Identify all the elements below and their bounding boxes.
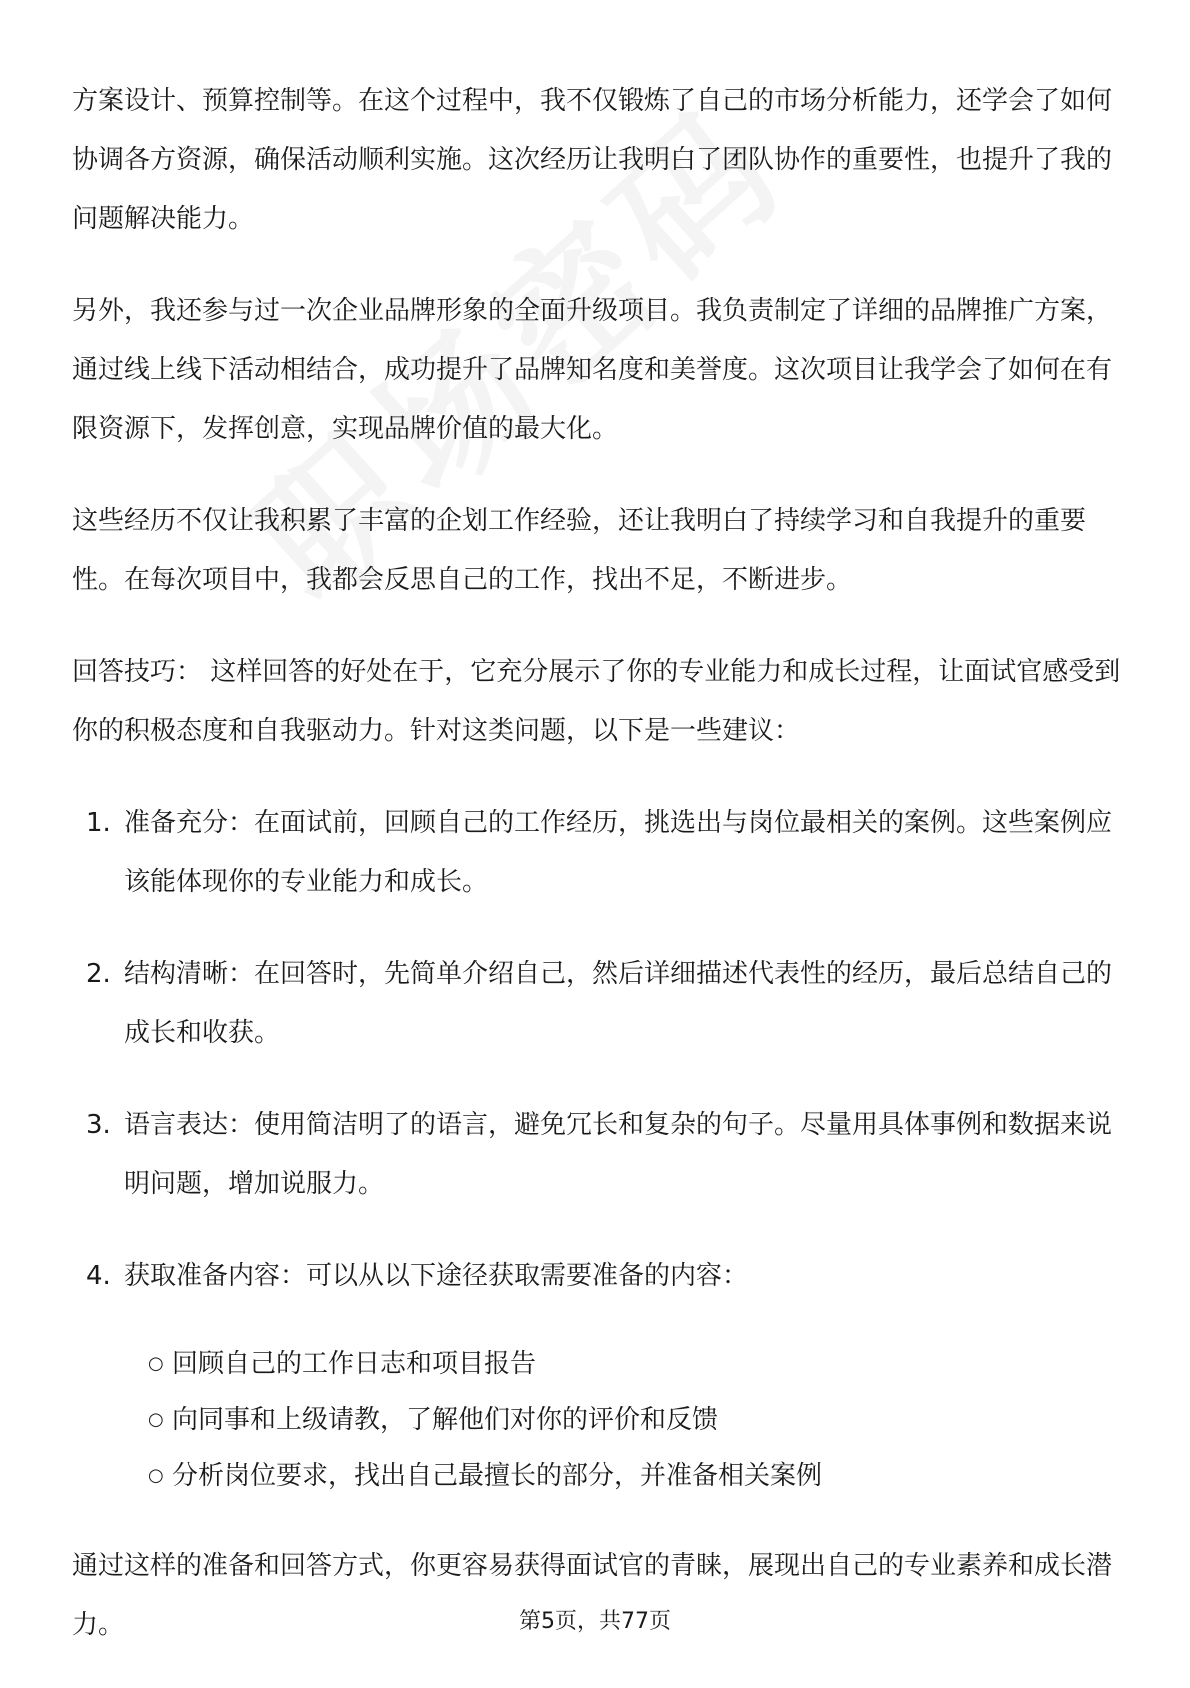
sources-list — [124, 1336, 1122, 1504]
list-item — [72, 794, 1122, 912]
sub-list-item-text: 向同事和上级请教，了解他们对你的评价和反馈 — [172, 1405, 719, 1435]
page-footer: 第5页，共77页 — [519, 1609, 671, 1634]
list-item-text: 结构清晰：在回答时，先简单介绍自己，然后详细描述代表性的经历，最后总结自己的成长和收获。 — [124, 959, 1113, 1048]
list-item-text: 语言表达：使用简洁明了的语言，避免冗长和复杂的句子。尽量用具体事例和数据来说明问题，增加说服力。 — [124, 1110, 1113, 1199]
list-number: 3. — [86, 1110, 111, 1140]
page-content — [72, 72, 1122, 1688]
sub-list-item — [124, 1336, 1122, 1392]
paragraph-reflection: 这些经历不仅让我积累了丰富的企划工作经验，还让我明白了持续学习和自我提升的重要性。在每次项目中，我都会反思自己的工作，找出不足，不断进步。 — [72, 506, 1087, 595]
list-item — [72, 1096, 1122, 1214]
paragraph-answer-tips: 回答技巧： 这样回答的好处在于，它充分展示了你的专业能力和成长过程，让面试官感受到你的积极态度和自我驱动力。针对这类问题，以下是一些建议： — [72, 657, 1121, 746]
list-item — [72, 1247, 1122, 1504]
sub-list-item — [124, 1392, 1122, 1448]
tips-list — [72, 794, 1122, 1504]
sub-list-item — [124, 1448, 1122, 1504]
paragraph-experience-2: 另外，我还参与过一次企业品牌形象的全面升级项目。我负责制定了详细的品牌推广方案，通过线上线下活动相结合，成功提升了品牌知名度和美誉度。这次项目让我学会了如何在有限资源下，发挥创意，实现品牌价值的最大化。 — [72, 296, 1113, 444]
list-number: 1. — [86, 808, 111, 838]
circle-bullet-icon: ○ — [148, 1409, 164, 1430]
sub-list-item-text: 回顾自己的工作日志和项目报告 — [172, 1349, 537, 1379]
list-item-text: 获取准备内容：可以从以下途径获取需要准备的内容： — [124, 1261, 749, 1291]
circle-bullet-icon: ○ — [148, 1465, 164, 1486]
paragraph-experience-1: 方案设计、预算控制等。在这个过程中，我不仅锻炼了自己的市场分析能力，还学会了如何协调各方资源，确保活动顺利实施。这次经历让我明白了团队协作的重要性，也提升了我的问题解决能力。 — [72, 86, 1113, 234]
list-item-text: 准备充分：在面试前，回顾自己的工作经历，挑选出与岗位最相关的案例。这些案例应该能体现你的专业能力和成长。 — [124, 808, 1113, 897]
circle-bullet-icon: ○ — [148, 1353, 164, 1374]
paragraph-closing: 通过这样的准备和回答方式，你更容易获得面试官的青睐，展现出自己的专业素养和成长潜力。 — [72, 1551, 1113, 1640]
list-item — [72, 945, 1122, 1063]
list-number: 4. — [86, 1261, 111, 1291]
sub-list-item-text: 分析岗位要求，找出自己最擅长的部分，并准备相关案例 — [172, 1461, 823, 1491]
list-number: 2. — [86, 959, 111, 989]
